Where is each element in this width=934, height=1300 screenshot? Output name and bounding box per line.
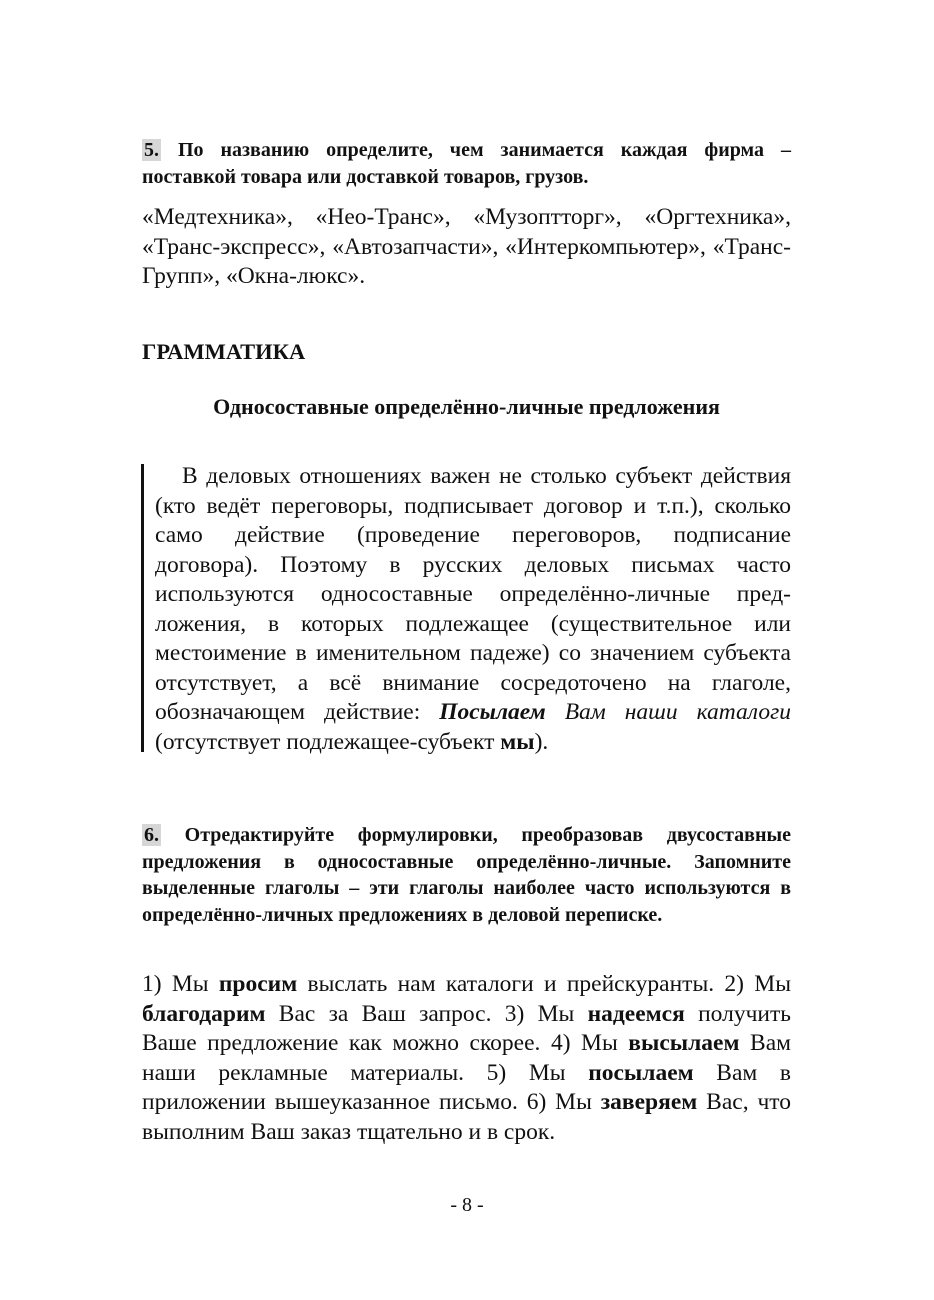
highlighted-verb: благодарим bbox=[142, 1000, 266, 1027]
example-verb: Посылаем bbox=[439, 699, 546, 725]
theory-text: В деловых отношениях важен не столько субъект действия (кто ведёт переговоры, подписывает договор и т.п.), сколько само действие (проведение переговоров, подписание договора). Поэтому в русских деловых письмах часто используются односоставные определённо-личные предложения, в которых подлежащее (существительное или местоимение в именительном падеже) со значением субъекта отсутствует, а всё внимание сосредоточено на глаголе, обозначающем действие: bbox=[155, 463, 791, 725]
task-5-heading bbox=[142, 137, 791, 190]
exercise-text-segment: Вас за Ваш запрос. 3) Мы bbox=[265, 1000, 588, 1027]
task-instruction: Отредактируйте формулировки, преобразовав двусоставные предложения в односоставные определённо-личные. Запомните выделенные глаголы – эти глаголы наиболее часто используются в определённо-личных предложениях в деловой переписке. bbox=[142, 824, 791, 926]
task-6-exercise-text bbox=[142, 970, 791, 1147]
task-instruction: По названию определите, чем занимается каждая фирма – поставкой товара или доставкой товаров, грузов. bbox=[142, 139, 791, 188]
example-phrase: Вам наши каталоги bbox=[545, 699, 791, 725]
task-6-heading bbox=[142, 822, 791, 928]
theory-left-rule bbox=[141, 464, 144, 752]
theory-bold-word: мы bbox=[500, 728, 535, 755]
highlighted-verb: просим bbox=[218, 971, 298, 997]
exercise-text-segment: Вам в приложении вышеуказанное письмо. 6) Мы bbox=[142, 1059, 792, 1115]
exercise-text-segment: Вам наши рекламные материалы. 5) Мы bbox=[142, 1030, 791, 1086]
task-number: 6. bbox=[144, 824, 159, 846]
exercise-text-segment: выслать нам каталоги и прейскуранты. 2) Мы bbox=[297, 971, 791, 997]
exercise-text-segment: Вас, что выполним Ваш заказ тщательно и в срок. bbox=[142, 1089, 791, 1145]
exercise-text-segment: получить Ваше предложение как можно скорее. 4) Мы bbox=[142, 1000, 791, 1056]
task-5-firm-list: «Медтехника», «Нео-Транс», «Музоптторг», «Оргтехника», «Транс-экспресс», «Автозапчасти», «Интеркомпьютер», «Транс-Групп», «Окна-люкс». bbox=[142, 204, 791, 289]
highlighted-verb: посылаем bbox=[588, 1059, 694, 1086]
page-number: - 8 - bbox=[450, 1194, 484, 1216]
theory-paragraph bbox=[155, 462, 791, 757]
theory-text-close: ). bbox=[534, 728, 549, 755]
exercise-text-segment: 1) Мы bbox=[142, 971, 219, 997]
highlighted-verb: надеемся bbox=[587, 1000, 685, 1027]
highlighted-verb: заверяем bbox=[600, 1089, 698, 1115]
highlighted-verb: высылаем bbox=[628, 1030, 740, 1056]
section-heading: ГРАММАТИКА bbox=[142, 339, 306, 364]
theory-text-end: (отсутствует подлежащее-субъект bbox=[155, 728, 501, 755]
task-number: 5. bbox=[144, 139, 159, 161]
section-subheading: Односоставные определённо-личные предложения bbox=[213, 394, 720, 419]
